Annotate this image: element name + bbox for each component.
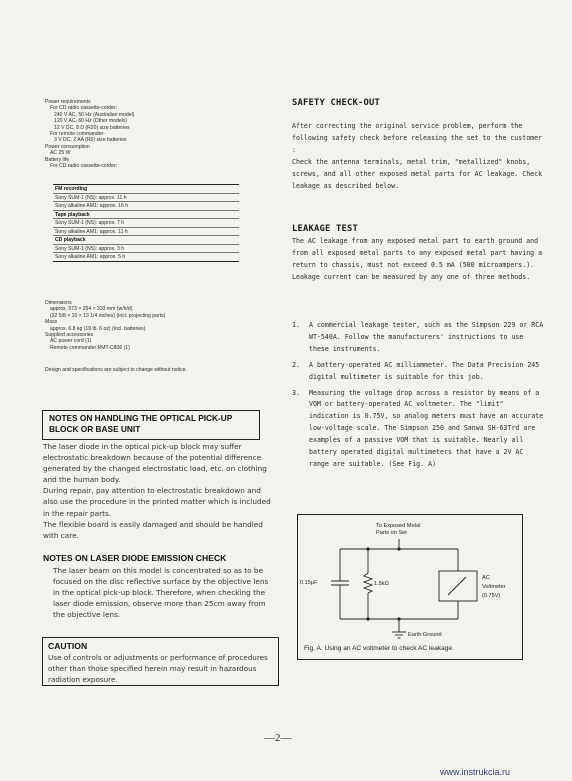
dimensions-block [45,300,245,351]
dimensions-label: Dimensions [45,300,72,306]
battery-row: Sony SUM-1 (NS): approx. 11 h [53,194,239,203]
figure-a [297,514,523,660]
voltmeter-box [439,571,477,601]
leakage-text [292,236,544,284]
spec-for-cd-radio: For CD radio cassette-corder: [50,105,118,112]
spec-for-remote: For remote commander: [50,131,105,138]
page-number: —2— [264,732,292,744]
figure-caption: Fig. A. Using an AC voltmeter to check AC leakage. [304,645,454,652]
leakage-paragraph: Leakage current can be measured by any one of three methods. [292,272,531,281]
meter-label-3: (0.75V) [482,593,501,599]
meter-label-1: AC [482,575,490,581]
mass-label: Mass [45,319,58,326]
battery-row: Sony SUM-1 (NS): approx. 3 h [53,245,239,254]
list-number: 1. [292,321,300,329]
leakage-heading: LEAKAGE TEST [292,224,358,234]
spec-for-cd-radio-2: For CD radio cassette-corder: [50,163,118,170]
battery-row: Sony alkaline AM1: approx. 11 h [53,228,239,237]
spec-power-consumption: Power consumption [45,143,90,150]
mass-value: approx. 6.8 kg (19 lb. 6 oz) (incl. batteries) [50,325,146,332]
spec-12v: 12 V DC, 8 D (R20) size batteries [54,124,130,131]
safety-text [292,121,544,192]
optical-paragraph: The flexible board is easily damaged and should be handled with care. [43,519,263,540]
spec-120v: 120 V AC, 60 Hz (Other models) [54,118,128,125]
specifications-block [45,99,237,169]
optical-text [43,441,275,541]
dimensions-inches: (22 5/8 × 10 × 13 1/4 inches) (incl. projecting parts) [50,312,166,319]
spec-power-requirements: Power requirements [45,99,91,105]
optical-paragraph: During repair, pay attention to electrostatic breakdown and also use the procedure in the printed matter which is included in the repair parts. [43,486,271,518]
voltmeter-needle [448,577,466,595]
figure-label-top-2: Parts on Set [376,530,407,536]
ground-label: Earth Ground [408,632,442,638]
battery-row: Sony alkaline AM1: approx. 16 h [53,202,239,211]
battery-row: Sony SUM-1 (NS): approx. 7 h [53,219,239,228]
caution-title: CAUTION [48,641,88,651]
laser-heading: NOTES ON LASER DIODE EMISSION CHECK [43,553,227,563]
list-number: 3. [292,388,300,397]
safety-paragraph: Check the antenna terminals, metal trim, "metallized" knobs, screws, and all other exposed metal parts for AC leakage. Check leakage as described below. [292,157,543,190]
junction-dot [397,547,400,550]
battery-row: CD playback [53,236,239,245]
list-text: A battery-operated AC milliammeter. The Data Precision 245 digital multimeter is suitable for this job. [309,360,540,381]
supplied-label: Supplied accessories [45,332,94,339]
junction-dot [366,547,369,550]
list-item [292,360,544,384]
design-note: Design and specifications are subject to change without notice. [45,367,187,373]
caution-box [42,637,279,686]
battery-row: Tape playback [53,211,239,220]
battery-row: FM recording [53,185,239,194]
list-text: Measuring the voltage drop across a resistor by means of a VOM or battery-operated AC voltmeter. The "limit" indication is 0.75V, so analog meters must have an accurate low-voltage scale. The Simpson 250 and Sanwa SH-63Trd are examples of a passive VOM that is suitable. Nearly all battery operated digital multimeters that have a 2V AC range are suitable. (See Fig. A) [309,388,544,468]
spec-3v: 3 V DC, 2 AA (R6) size batteries [54,137,127,144]
spec-ac25: AC 25 W [50,150,71,157]
resistor [364,573,372,593]
junction-dot [397,617,400,620]
battery-row: Sony alkaline AM1: approx. 5 h [53,253,239,262]
watermark: www.instrukcia.ru [440,767,511,777]
safety-paragraph: After correcting the original service problem, perform the following safety check before releasing the set to the customer : [292,122,543,154]
figure-label-top-1: To Exposed Metal [376,523,421,529]
junction-dot [366,617,369,620]
optical-heading: NOTES ON HANDLING THE OPTICAL PICK-UP BLOCK OR BASE UNIT [42,410,260,440]
list-item [292,388,544,471]
laser-text: The laser beam on this model is concentrated so as to be focused on the disc reflective surface by the objective lens in the optical pick-up block. Therefore, when checking the laser diode emission, observe more than 25cm away from the objective lens. [53,566,269,620]
accessory-item: AC power cord (1) [50,338,92,345]
battery-life-table [53,184,239,262]
resistor-label: 1.5kΩ [374,581,389,587]
leakage-paragraph: The AC leakage from any exposed metal part to earth ground and from all exposed metal parts to any exposed metal part having a return to chassis, must not exceed 0.5 mA (500 microampers.). [292,237,543,269]
meter-label-2: Voltmeter [482,584,506,590]
optical-paragraph: The laser diode in the optical pick-up block may suffer electrostatic breakdown because of the potential difference generated by the changed electrostatic load, etc. on clothing and the human body. [43,442,267,485]
caution-text: Use of controls or adjustments or performance of procedures other than those specified herein may result in hazardous radiation exposure. [48,653,268,684]
capacitor-label: 0.15μF [300,580,318,586]
list-item [292,320,544,356]
accessory-item: Remote commander RMT-C806 (1) [50,344,130,351]
leakage-methods-list [292,320,544,475]
list-number: 2. [292,360,300,369]
spec-240v: 240 V AC, 50 Hz (Australian model) [54,111,135,118]
spec-battery-life: Battery life [45,156,70,163]
list-text: A commercial leakage tester, such as the Simpson 229 or RCA WT-540A. Follow the manufacturers' instructions to use these instruments. [309,321,544,353]
safety-heading: SAFETY CHECK-OUT [292,98,380,108]
dimensions-value: approx. 573 × 254 × 333 mm (w/h/d) [50,306,133,313]
